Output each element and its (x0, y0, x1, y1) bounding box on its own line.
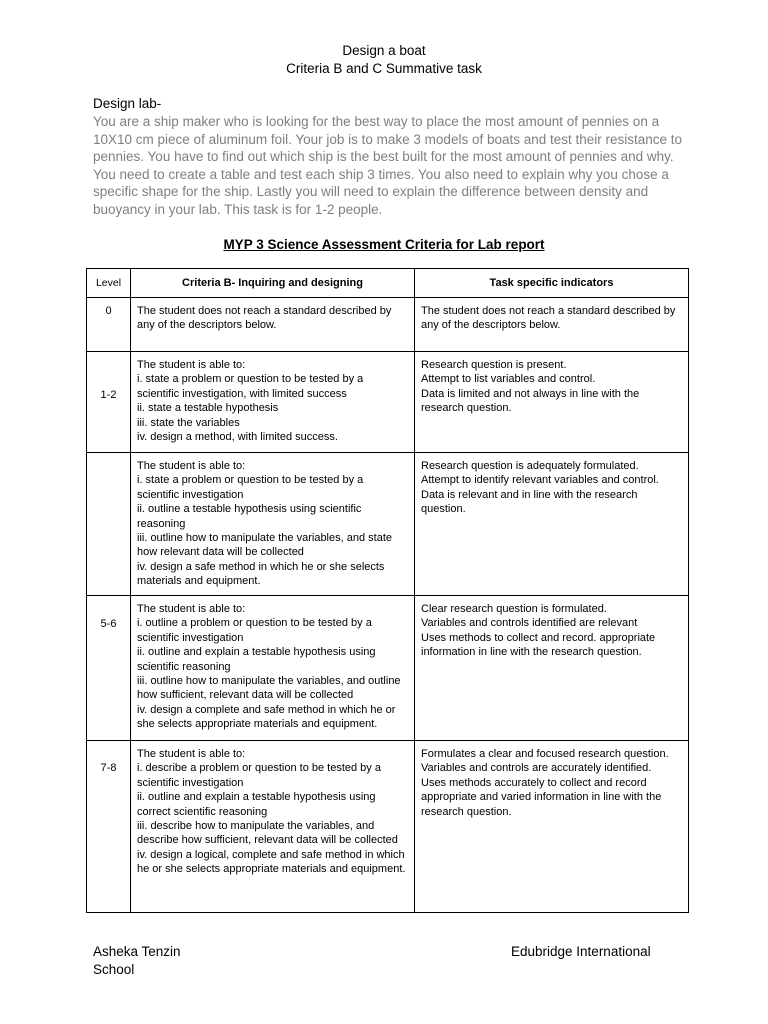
criteria-descriptor-line: i. outline a problem or question to be tested by a scientific investigation (137, 617, 372, 644)
task-indicator-line: Variables and controls identified are relevant (421, 617, 638, 630)
indicators-column-header: Task specific indicators (415, 269, 689, 298)
task-indicator-line: Attempt to list variables and control. (421, 373, 596, 386)
criteria-descriptor-line: ii. outline and explain a testable hypothesis using correct scientific reasoning (137, 791, 376, 818)
criteria-descriptor-line: iv. design a safe method in which he or she selects materials and equipment. (137, 560, 385, 588)
task-indicator-cell (415, 741, 689, 913)
criteria-descriptor-cell (131, 352, 415, 453)
design-lab-heading: Design lab- (93, 96, 162, 111)
criteria-descriptor-line: ii. outline and explain a testable hypothesis using scientific reasoning (137, 646, 376, 673)
criteria-descriptor-line: iii. state the variables (137, 416, 240, 429)
criteria-column-header: Criteria B- Inquiring and designing (131, 269, 415, 298)
criteria-descriptor-line: iv. design a method, with limited success. (137, 431, 338, 444)
table-row (87, 298, 689, 352)
table-body (87, 298, 689, 913)
table-row (87, 741, 689, 913)
task-indicator-line: Research question is adequately formulated. (421, 460, 639, 472)
task-indicator-line: Formulates a clear and focused research question. (421, 748, 669, 760)
task-indicator-line: Variables and controls are accurately identified. (421, 762, 652, 775)
criteria-descriptor-line: ii. outline a testable hypothesis using scientific reasoning (137, 503, 362, 530)
criteria-descriptor-line: The student is able to: (137, 748, 246, 760)
task-indicator-cell (415, 453, 689, 596)
criteria-descriptor-line: The student does not reach a standard described by any of the descriptors below. (137, 305, 392, 332)
task-indicator-line: Research question is present. (421, 359, 567, 371)
level-cell: 1-2 (87, 352, 131, 453)
task-indicator-cell (415, 298, 689, 352)
assessment-criteria-table (86, 268, 689, 913)
footer-author (93, 943, 181, 979)
level-cell: 5-6 (87, 596, 131, 741)
criteria-heading: MYP 3 Science Assessment Criteria for Lab report (223, 237, 545, 252)
criteria-descriptor-line: i. state a problem or question to be tested by a scientific investigation, with limited success (137, 373, 364, 400)
footer-author-name: Asheka Tenzin (93, 944, 181, 959)
document-title: Design a boat (342, 43, 426, 58)
footer-school-name: Edubridge International (511, 944, 651, 959)
criteria-descriptor-cell (131, 596, 415, 741)
task-indicator-cell (415, 352, 689, 453)
criteria-descriptor-line: iv. design a complete and safe method in which he or she selects appropriate materials and equipment. (137, 703, 396, 731)
criteria-descriptor-line: iv. design a logical, complete and safe method in which he or she selects appropriate materials and equipment. (137, 848, 406, 876)
level-cell: 0 (87, 298, 131, 352)
level-cell: 7-8 (87, 741, 131, 913)
criteria-descriptor-line: The student is able to: (137, 460, 246, 472)
task-indicator-line: The student does not reach a standard described by any of the descriptors below. (421, 305, 676, 332)
task-indicator-line: Attempt to identify relevant variables and control. (421, 474, 659, 487)
document-subtitle: Criteria B and C Summative task (286, 61, 482, 76)
table-row (87, 453, 689, 596)
criteria-descriptor-line: The student is able to: (137, 603, 246, 615)
table-row (87, 352, 689, 453)
task-indicator-cell (415, 596, 689, 741)
table-header-row (87, 269, 689, 298)
table-row (87, 596, 689, 741)
task-indicator-line: Data is limited and not always in line with the research question. (421, 387, 640, 415)
criteria-descriptor-line: i. describe a problem or question to be tested by a scientific investigation (137, 762, 381, 789)
criteria-descriptor-cell (131, 741, 415, 913)
criteria-descriptor-cell (131, 453, 415, 596)
task-indicator-line: Data is relevant and in line with the research question. (421, 488, 638, 516)
criteria-descriptor-line: ii. state a testable hypothesis (137, 402, 279, 415)
level-cell (87, 453, 131, 596)
criteria-descriptor-line: iii. describe how to manipulate the variables, and describe how sufficient, relevant data will be collected (137, 820, 398, 847)
level-column-header: Level (87, 269, 131, 298)
criteria-descriptor-line: iii. outline how to manipulate the variables, and outline how sufficient, relevant data will be collected (137, 675, 401, 702)
criteria-descriptor-cell (131, 298, 415, 352)
criteria-descriptor-line: i. state a problem or question to be tested by a scientific investigation (137, 474, 364, 501)
task-indicator-line: Uses methods accurately to collect and record appropriate and varied information in line with the research question. (421, 776, 662, 818)
task-indicator-line: Uses methods to collect and record. appropriate information in line with the research question. (421, 631, 656, 659)
design-lab-description: You are a ship maker who is looking for the best way to place the most amount of pennies on a 10X10 cm piece of aluminum foil. Your job is to make 3 models of boats and test their resistance to pennies. You have to find out which ship is the best built for the most amount of pennies and why. You need to create a table and test each ship 3 times. You also need to explain why you chose a specific shape for the ship. Lastly you will need to explain the difference between density and buoyancy in your lab. This task is for 1-2 people. (93, 114, 683, 217)
task-indicator-line: Clear research question is formulated. (421, 603, 607, 615)
footer-author-school: School (93, 962, 135, 977)
criteria-descriptor-line: iii. outline how to manipulate the variables, and state how relevant data will be collected (137, 532, 392, 559)
criteria-descriptor-line: The student is able to: (137, 359, 246, 371)
